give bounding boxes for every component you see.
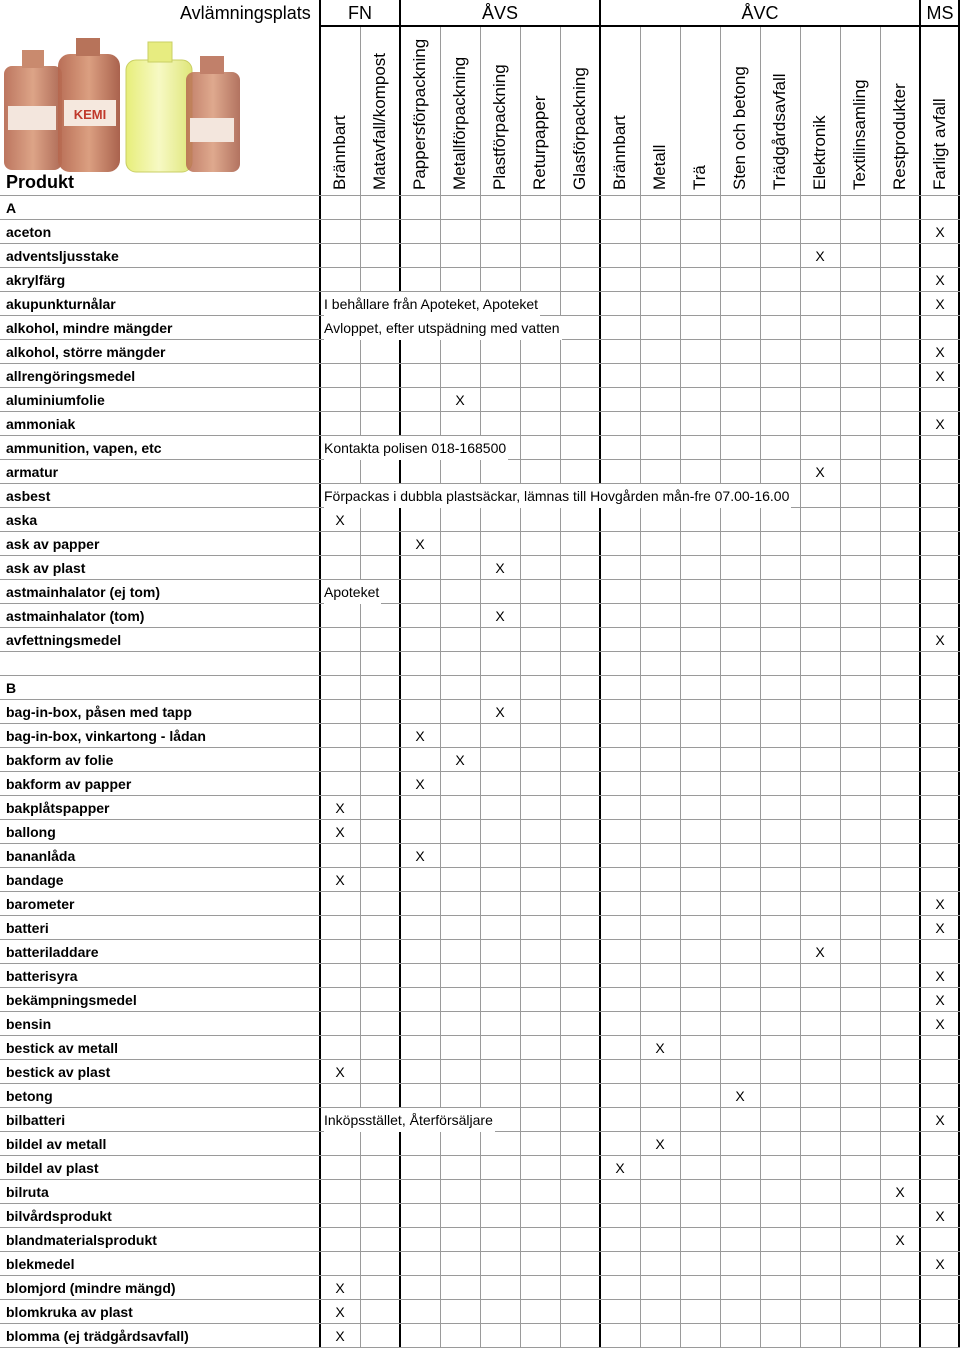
grid-hline <box>0 1035 960 1036</box>
disposal-mark: X <box>935 272 945 288</box>
product-name: bakform av papper <box>6 776 132 792</box>
grid-hline <box>0 387 960 388</box>
group-header: MS <box>926 2 954 23</box>
product-name: armatur <box>6 464 59 480</box>
disposal-mark: X <box>815 944 825 960</box>
column-header: Glasförpackning <box>570 67 589 190</box>
product-name: akrylfärg <box>6 272 66 288</box>
disposal-mark: X <box>415 728 425 744</box>
disposal-mark: X <box>935 1112 945 1128</box>
product-name: blomkruka av plast <box>6 1304 133 1320</box>
product-name: allrengöringsmedel <box>6 368 136 384</box>
grid-hline <box>0 915 960 916</box>
disposal-mark: X <box>455 752 465 768</box>
grid-vline <box>520 26 521 1347</box>
product-name: avfettningsmedel <box>6 632 122 648</box>
disposal-mark: X <box>415 848 425 864</box>
disposal-mark: X <box>935 1016 945 1032</box>
disposal-mark: X <box>935 920 945 936</box>
product-name: bakplåtspapper <box>6 800 110 816</box>
grid-vline <box>840 26 841 1347</box>
disposal-mark: X <box>335 1280 345 1296</box>
disposal-mark: X <box>935 1256 945 1272</box>
group-header: ÅVC <box>741 2 779 23</box>
product-name: ask av plast <box>6 560 86 576</box>
product-name: aluminiumfolie <box>6 392 105 408</box>
grid-vline <box>880 26 881 1347</box>
product-name: bag-in-box, vinkartong - lådan <box>6 728 206 744</box>
product-name: ballong <box>6 824 56 840</box>
disposal-mark: X <box>935 968 945 984</box>
grid-hline <box>0 1011 960 1012</box>
produkt-header: Produkt <box>6 172 75 192</box>
disposal-mark: X <box>735 1088 745 1104</box>
grid-hline <box>0 795 960 796</box>
product-name: adventsljusstake <box>6 248 119 264</box>
product-name: bag-in-box, påsen med tapp <box>6 704 192 720</box>
product-name: blomjord (mindre mängd) <box>6 1280 176 1296</box>
grid-hline <box>0 843 960 844</box>
product-note: Inköpsstället, Återförsäljare <box>324 1108 495 1132</box>
grid-hline <box>0 1083 960 1084</box>
product-note: Kontakta polisen 018-168500 <box>324 436 508 460</box>
grid-hline <box>0 531 960 532</box>
disposal-mark: X <box>815 464 825 480</box>
group-header: ÅVS <box>481 2 519 23</box>
column-header: Brännbart <box>330 115 349 190</box>
product-name: ammunition, vapen, etc <box>6 440 162 456</box>
disposal-mark: X <box>495 560 505 576</box>
chemical-bottles-icon <box>2 34 242 176</box>
grid-hline <box>0 651 960 652</box>
disposal-mark: X <box>815 248 825 264</box>
disposal-mark: X <box>935 296 945 312</box>
product-name: ask av papper <box>6 536 100 552</box>
grid-hline <box>0 891 960 892</box>
product-name: bilbatteri <box>6 1112 66 1128</box>
product-name: alkohol, mindre mängder <box>6 320 173 336</box>
grid-hline <box>0 1179 960 1180</box>
product-name: bildel av plast <box>6 1160 99 1176</box>
grid-hline <box>0 867 960 868</box>
column-header: Metall <box>650 144 669 190</box>
grid-hline <box>0 675 960 676</box>
column-header: Farligt avfall <box>930 98 949 190</box>
grid-hline <box>0 1155 960 1156</box>
product-name: bildel av metall <box>6 1136 107 1152</box>
product-name: bensin <box>6 1016 52 1032</box>
product-name: akupunkturnålar <box>6 296 116 312</box>
disposal-mark: X <box>335 1304 345 1320</box>
grid-vline <box>319 0 321 1347</box>
product-name: astmainhalator (ej tom) <box>6 584 161 600</box>
disposal-mark: X <box>335 800 345 816</box>
product-name: alkohol, större mängder <box>6 344 166 360</box>
column-header: Plastförpackning <box>490 64 509 190</box>
product-note: Förpackas i dubbla plastsäckar, lämnas till Hovgården mån-fre 07.00-16.00 <box>324 484 791 508</box>
disposal-mark: X <box>335 512 345 528</box>
grid-vline <box>760 26 761 1347</box>
product-name: ammoniak <box>6 416 76 432</box>
product-name: bandage <box>6 872 64 888</box>
kemi-label: KEMI <box>73 107 107 122</box>
disposal-mark: X <box>335 824 345 840</box>
column-header: Metallförpackning <box>450 56 469 190</box>
disposal-mark: X <box>895 1232 905 1248</box>
grid-vline <box>480 26 481 1347</box>
product-name: betong <box>6 1088 53 1104</box>
product-name: bananlåda <box>6 848 76 864</box>
product-name: bestick av metall <box>6 1040 119 1056</box>
product-name: bilvårdsprodukt <box>6 1208 112 1224</box>
disposal-mark: X <box>935 896 945 912</box>
disposal-mark: X <box>935 224 945 240</box>
column-header: Textilinsamling <box>850 79 869 190</box>
disposal-mark: X <box>335 1064 345 1080</box>
grid-hline <box>0 819 960 820</box>
disposal-mark: X <box>935 632 945 648</box>
grid-hline <box>0 219 960 220</box>
product-name: bestick av plast <box>6 1064 111 1080</box>
grid-vline <box>599 0 601 1347</box>
disposal-mark: X <box>935 344 945 360</box>
group-header: FN <box>348 2 372 23</box>
grid-vline <box>800 26 801 1347</box>
disposal-mark: X <box>935 992 945 1008</box>
product-name: bekämpningsmedel <box>6 992 137 1008</box>
disposal-mark: X <box>495 608 505 624</box>
product-name: batterisyra <box>6 968 78 984</box>
column-header: Trä <box>690 165 709 190</box>
avlamningsplats-header: Avlämningsplats <box>180 2 311 23</box>
disposal-mark: X <box>415 776 425 792</box>
product-name: aceton <box>6 224 52 240</box>
column-header: Sten och betong <box>730 66 749 190</box>
column-header: Restprodukter <box>890 83 909 190</box>
column-header: Matavfall/kompost <box>370 53 389 190</box>
product-name: astmainhalator (tom) <box>6 608 145 624</box>
product-name: batteri <box>6 920 49 936</box>
section-header: A <box>6 200 17 216</box>
product-name: blomma (ej trädgårdsavfall) <box>6 1328 189 1344</box>
disposal-mark: X <box>935 1208 945 1224</box>
product-note: Apoteket <box>324 580 381 604</box>
grid-hline <box>0 411 960 412</box>
grid-hline <box>0 1203 960 1204</box>
column-header: Trädgårdsavfall <box>770 73 789 190</box>
grid-vline <box>399 0 401 1347</box>
grid-vline <box>440 26 441 1347</box>
disposal-mark: X <box>455 392 465 408</box>
grid-hline <box>0 771 960 772</box>
disposal-mark: X <box>495 704 505 720</box>
grid-vline <box>560 26 561 1347</box>
section-header: B <box>6 680 17 696</box>
grid-hline <box>0 195 960 196</box>
product-name: blekmedel <box>6 1256 75 1272</box>
disposal-mark: X <box>415 536 425 552</box>
column-header: Returpapper <box>530 95 549 190</box>
grid-vline <box>720 26 721 1347</box>
product-note: Avloppet, efter utspädning med vatten <box>324 316 562 340</box>
product-name: batteriladdare <box>6 944 99 960</box>
disposal-mark: X <box>895 1184 905 1200</box>
grid-hline <box>0 987 960 988</box>
disposal-mark: X <box>935 368 945 384</box>
grid-vline <box>680 26 681 1347</box>
product-name: asbest <box>6 488 51 504</box>
grid-vline <box>360 26 361 1347</box>
product-name: barometer <box>6 896 75 912</box>
product-name: bilruta <box>6 1184 49 1200</box>
disposal-mark: X <box>935 416 945 432</box>
disposal-mark: X <box>615 1160 625 1176</box>
grid-vline <box>919 0 921 1347</box>
column-header: Brännbart <box>610 115 629 190</box>
product-name: bakform av folie <box>6 752 114 768</box>
product-note: I behållare från Apoteket, Apoteket <box>324 292 540 316</box>
grid-hline <box>0 1059 960 1060</box>
disposal-mark: X <box>655 1040 665 1056</box>
product-name: blandmaterialsprodukt <box>6 1232 157 1248</box>
column-header: Elektronik <box>810 115 829 190</box>
disposal-mark: X <box>335 872 345 888</box>
column-header: Pappersförpackning <box>410 38 429 190</box>
product-name: aska <box>6 512 38 528</box>
disposal-mark: X <box>335 1328 345 1344</box>
disposal-mark: X <box>655 1136 665 1152</box>
